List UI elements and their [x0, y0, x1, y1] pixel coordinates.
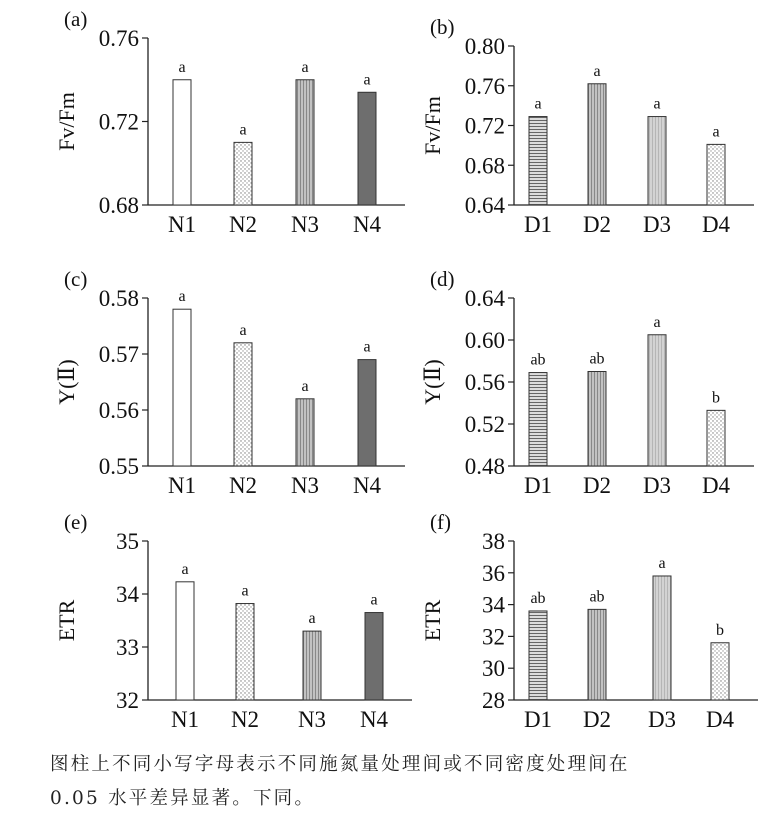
bar-N2 [236, 604, 254, 700]
y-tick-label: 0.76 [98, 26, 139, 51]
chart-panel-4 [420, 267, 754, 498]
caption-line-2: 0.05 水平差异显著。下同。 [50, 788, 316, 809]
y-tick-label: 0.52 [464, 412, 505, 437]
significance-letter: a [239, 121, 247, 139]
y-tick-label: 32 [116, 688, 139, 713]
significance-letter: a [658, 554, 666, 572]
x-tick-label: N3 [290, 212, 320, 237]
panel-label: (d) [430, 267, 455, 291]
x-tick-label: N2 [230, 707, 260, 732]
y-tick-label: 36 [482, 560, 505, 586]
bar-N1 [173, 80, 191, 205]
x-tick-label: N2 [228, 212, 258, 237]
y-tick-label: 0.55 [98, 454, 139, 479]
bar-N3 [303, 631, 321, 700]
bar-D4 [707, 410, 725, 466]
x-tick-label: D3 [642, 212, 672, 237]
y-axis-title: Fv/Fm [420, 96, 445, 155]
caption-line-1: 图柱上不同小写字母表示不同施氮量处理间或不同密度处理间在 [50, 754, 630, 775]
significance-letter: a [178, 288, 186, 306]
y-tick-label: 28 [482, 688, 505, 713]
significance-letter: a [712, 123, 720, 141]
x-tick-label: N4 [359, 707, 389, 732]
bar-D3 [648, 335, 666, 466]
y-tick-label: 30 [482, 656, 505, 682]
y-axis-title: ETR [420, 599, 445, 642]
x-tick-label: D2 [582, 473, 612, 498]
y-tick-label: 0.64 [464, 193, 505, 218]
significance-letter: a [301, 377, 309, 395]
y-tick-label: 32 [482, 624, 505, 650]
bar-D2 [588, 609, 606, 700]
x-tick-label: D2 [582, 707, 612, 732]
panel-label: (a) [64, 7, 88, 31]
x-tick-label: D4 [705, 707, 735, 732]
significance-letter: ab [589, 588, 605, 606]
significance-letter: ab [589, 350, 605, 368]
y-tick-label: 0.57 [98, 342, 139, 367]
y-tick-label: 34 [482, 592, 505, 618]
significance-letter: a [363, 338, 371, 356]
significance-letter: b [716, 621, 724, 639]
x-tick-label: D4 [701, 212, 731, 237]
bar-D3 [648, 117, 666, 205]
y-tick-label: 0.76 [464, 73, 505, 99]
chart-panel-5 [54, 510, 412, 732]
significance-letter: a [241, 582, 249, 600]
chart-panel-3 [54, 267, 405, 498]
significance-letter: a [534, 95, 542, 113]
x-tick-label: N3 [297, 707, 327, 732]
y-tick-label: 0.58 [98, 286, 139, 311]
y-tick-label: 34 [116, 582, 139, 607]
y-tick-label: 33 [116, 635, 139, 660]
significance-letter: a [653, 313, 661, 331]
y-tick-label: 0.72 [98, 109, 139, 135]
significance-letter: a [239, 321, 247, 339]
significance-letter: a [178, 58, 186, 76]
x-tick-label: N1 [170, 707, 200, 732]
significance-letter: b [712, 389, 720, 407]
x-tick-label: N4 [352, 473, 382, 498]
y-tick-label: 0.48 [464, 454, 505, 479]
y-axis-title: Y(Ⅱ) [54, 359, 79, 405]
bar-D3 [653, 576, 671, 700]
significance-letter: a [370, 591, 378, 609]
bar-N4 [358, 360, 376, 466]
y-axis-title: Fv/Fm [54, 92, 79, 151]
panel-label: (e) [64, 510, 88, 534]
bar-N1 [173, 309, 191, 466]
y-tick-label: 35 [116, 529, 139, 554]
x-tick-label: D1 [523, 473, 553, 498]
y-tick-label: 0.60 [464, 328, 505, 353]
significance-letter: a [363, 71, 371, 89]
chart-panel-2 [420, 15, 754, 237]
x-tick-label: N4 [352, 212, 382, 237]
y-tick-label: 0.68 [98, 193, 139, 218]
x-tick-label: D4 [701, 473, 731, 498]
bar-D4 [711, 643, 729, 700]
bar-D2 [588, 372, 606, 467]
bar-N4 [358, 92, 376, 205]
x-tick-label: D1 [523, 212, 553, 237]
bar-N1 [176, 582, 194, 700]
chart-panel-6 [420, 510, 758, 732]
x-tick-label: N1 [167, 473, 197, 498]
y-tick-label: 0.56 [464, 370, 505, 395]
panel-label: (f) [430, 510, 451, 534]
y-tick-label: 0.64 [464, 286, 505, 311]
bar-N4 [365, 613, 383, 700]
x-tick-label: D1 [523, 707, 553, 732]
bar-D4 [707, 144, 725, 205]
significance-letter: a [593, 62, 601, 80]
panel-label: (b) [430, 15, 455, 39]
significance-letter: a [181, 560, 189, 578]
chart-panel-1 [54, 7, 405, 237]
y-tick-label: 38 [482, 529, 505, 554]
bar-D1 [529, 373, 547, 466]
y-axis-title: ETR [54, 599, 79, 642]
x-tick-label: N2 [228, 473, 258, 498]
bar-N3 [296, 80, 314, 205]
significance-letter: a [653, 95, 661, 113]
significance-letter: a [301, 58, 309, 76]
bar-D2 [588, 84, 606, 205]
y-tick-label: 0.68 [464, 153, 505, 179]
panel-label: (c) [64, 267, 88, 291]
significance-letter: ab [530, 589, 546, 607]
y-tick-label: 0.56 [98, 398, 139, 423]
x-tick-label: D2 [582, 212, 612, 237]
bar-N3 [296, 399, 314, 466]
bar-N2 [234, 142, 252, 205]
x-tick-label: D3 [642, 473, 672, 498]
y-axis-title: Y(Ⅱ) [420, 359, 445, 405]
bar-N2 [234, 343, 252, 466]
significance-letter: a [308, 610, 316, 628]
significance-letter: ab [530, 351, 546, 369]
x-tick-label: D3 [647, 707, 677, 732]
x-tick-label: N3 [290, 473, 320, 498]
figure-caption [50, 748, 770, 816]
bar-D1 [529, 611, 547, 700]
y-tick-label: 0.80 [464, 34, 505, 59]
bar-D1 [529, 117, 547, 205]
x-tick-label: N1 [167, 212, 197, 237]
y-tick-label: 0.72 [464, 113, 505, 139]
